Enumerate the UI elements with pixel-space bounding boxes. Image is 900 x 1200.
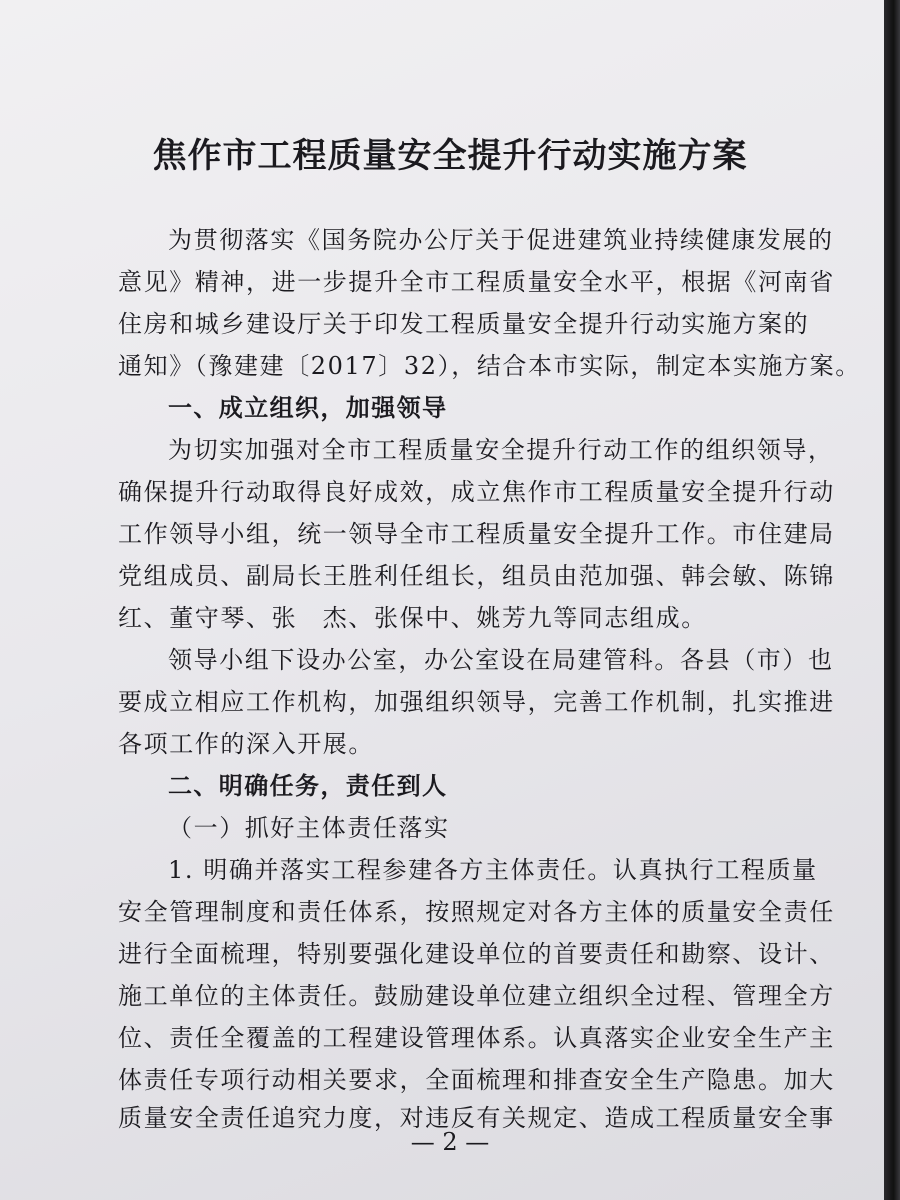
- document-title: 焦作市工程质量安全提升行动实施方案: [152, 136, 748, 176]
- body-line-9: 红、董守琴、张 杰、张保中、姚芳九等同志组成。: [118, 604, 707, 632]
- body-line-17: 位、责任全覆盖的工程建设管理体系。认真落实企业安全生产主: [118, 1024, 835, 1052]
- body-line-13: 1. 明确并落实工程参建各方主体责任。认真执行工程质量: [168, 856, 818, 884]
- body-line-10: 领导小组下设办公室，办公室设在局建管科。各县（市）也: [168, 646, 834, 674]
- body-line-7: 工作领导小组，统一领导全市工程质量安全提升工作。市住建局: [118, 520, 835, 548]
- section-heading-1: 一、成立组织，加强领导: [168, 394, 448, 422]
- body-line-2: 意见》精神，进一步提升全市工程质量安全水平，根据《河南省: [118, 268, 835, 296]
- body-line-5: 为切实加强对全市工程质量安全提升行动工作的组织领导，: [168, 436, 834, 464]
- body-line-16: 施工单位的主体责任。鼓励建设单位建立组织全过程、管理全方: [118, 982, 835, 1010]
- page-number: — 2 —: [410, 1128, 490, 1156]
- body-line-11: 要成立相应工作机构，加强组织领导，完善工作机制，扎实推进: [118, 688, 835, 716]
- body-line-8: 党组成员、副局长王胜利任组长，组员由范加强、韩会敏、陈锦: [118, 562, 835, 590]
- body-line-12: 各项工作的深入开展。: [118, 730, 374, 758]
- section-heading-2: 二、明确任务，责任到人: [168, 772, 448, 800]
- body-line-3: 住房和城乡建设厅关于印发工程质量安全提升行动实施方案的: [118, 310, 810, 338]
- body-line-6: 确保提升行动取得良好成效，成立焦作市工程质量安全提升行动: [118, 478, 835, 506]
- body-line-1: 为贯彻落实《国务院办公厅关于促进建筑业持续健康发展的: [168, 226, 834, 254]
- binding-edge: [884, 0, 900, 1200]
- body-line-4: 通知》（豫建建〔2017〕32），结合本市实际，制定本实施方案。: [118, 352, 861, 380]
- body-line-19: 质量安全责任追究力度，对违反有关规定、造成工程质量安全事: [118, 1104, 835, 1132]
- subsection-heading-1: （一）抓好主体责任落实: [168, 814, 450, 842]
- body-line-18: 体责任专项行动相关要求，全面梳理和排查安全生产隐患。加大: [118, 1066, 835, 1094]
- body-line-15: 进行全面梳理，特别要强化建设单位的首要责任和勘察、设计、: [118, 940, 835, 968]
- body-line-14: 安全管理制度和责任体系，按照规定对各方主体的质量安全责任: [118, 898, 835, 926]
